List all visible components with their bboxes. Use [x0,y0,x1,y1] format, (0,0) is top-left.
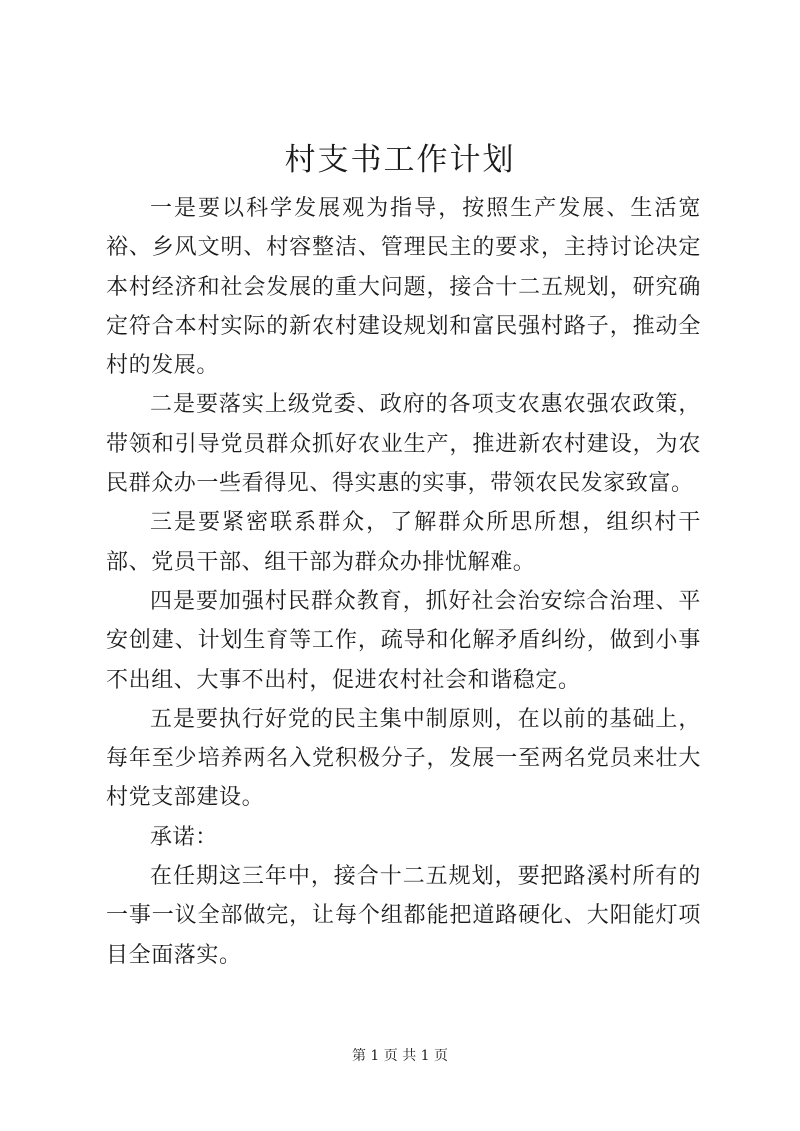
document-body [106,189,701,975]
page-number-footer: 第 1 页 共 1 页 [351,1048,449,1064]
paragraph-5: 五是要执行好党的民主集中制原则，在以前的基础上，每年至少培养两名入党积极分子，发展一至两名党员来壮大村党支部建设。 [106,706,701,811]
document-title: 村支书工作计划 [284,142,516,178]
paragraph-3: 三是要紧密联系群众，了解群众所思所想，组织村干部、党员干部、组干部为群众办排忧解难。 [106,510,701,575]
paragraph-2: 二是要落实上级党委、政府的各项支农惠农强农政策，带领和引导党员群众抓好农业生产，推进新农村建设，为农民群众办一些看得见、得实惠的实事，带领农民发家致富。 [106,392,701,497]
commitment-paragraph: 在任期这三年中，接合十二五规划，要把路溪村所有的一事一议全部做完，让每个组都能把道路硬化、大阳能灯项目全面落实。 [106,864,701,968]
commitment-heading: 承诺： [150,824,218,850]
paragraph-4: 四是要加强村民群众教育，抓好社会治安综合治理、平安创建、计划生育等工作，疏导和化解矛盾纠纷，做到小事不出组、大事不出村，促进农村社会和谐稳定。 [106,588,701,693]
paragraph-1: 一是要以科学发展观为指导，按照生产发展、生活宽裕、乡风文明、村容整洁、管理民主的要求，主持讨论决定本村经济和社会发展的重大问题，接合十二五规划，研究确定符合本村实际的新农村建设规划和富民强村路子，推动全村的发展。 [106,196,701,379]
